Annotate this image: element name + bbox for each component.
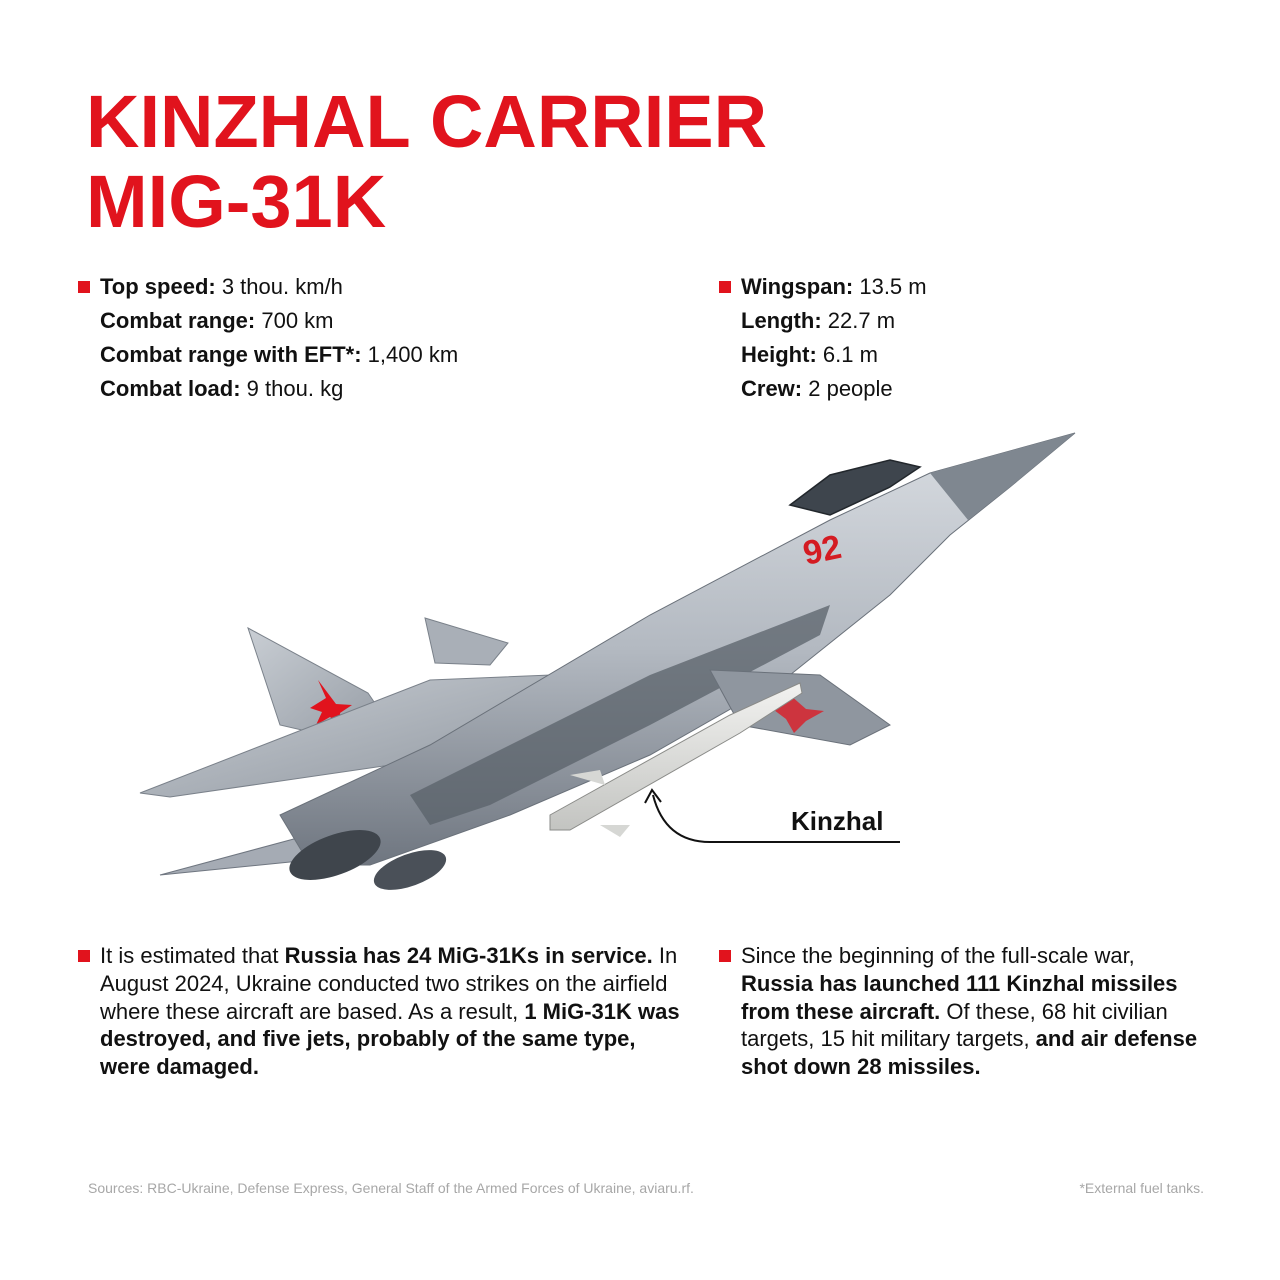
- spec-combat-load: Combat load: 9 thou. kg: [100, 376, 344, 401]
- tail-number: 92: [799, 527, 845, 573]
- bullet-square-icon: [719, 281, 731, 293]
- spec-wingspan: Wingspan: 13.5 m: [741, 274, 927, 299]
- page-title: [86, 82, 767, 242]
- kinzhal-label: Kinzhal: [791, 806, 884, 836]
- spec-crew: Crew: 2 people: [741, 376, 893, 401]
- bullet-square-icon: [78, 281, 90, 293]
- title-line-2: MIG-31K: [86, 160, 387, 243]
- paragraph-mig31k-fleet: It is estimated that Russia has 24 MiG-31Ks in service. In August 2024, Ukraine conducted two strikes on the airfield where these aircraft are based. As a result, 1 MiG-31K was destroyed, and five jets, probably of the same type, were damaged.: [100, 943, 680, 1080]
- tail-fin-2: [425, 618, 508, 665]
- title-line-1: KINZHAL CARRIER: [86, 80, 768, 163]
- spec-height: Height: 6.1 m: [741, 342, 878, 367]
- spec-combat-range: Combat range: 700 km: [100, 308, 334, 333]
- footnote-eft: *External fuel tanks.: [1079, 1180, 1204, 1196]
- sources-note: Sources: RBC-Ukraine, Defense Express, General Staff of the Armed Forces of Ukraine, aviaru.rf.: [88, 1180, 694, 1196]
- paragraph-kinzhal-launches: Since the beginning of the full-scale war, Russia has launched 111 Kinzhal missiles from these aircraft. Of these, 68 hit civilian targets, 15 hit military targets, and air defense shot down 28 missiles.: [741, 943, 1198, 1080]
- spec-length: Length: 22.7 m: [741, 308, 896, 333]
- bullet-square-icon: [719, 950, 731, 962]
- bullet-square-icon: [78, 950, 90, 962]
- missile-fin: [600, 825, 630, 837]
- spec-list-dimensions: [741, 270, 927, 406]
- spec-top-speed: Top speed: 3 thou. km/h: [100, 274, 343, 299]
- spec-combat-range-eft: Combat range with EFT*: 1,400 km: [100, 342, 459, 367]
- mig-31k-aircraft-image: [130, 425, 1090, 895]
- spec-list-performance: [100, 270, 458, 406]
